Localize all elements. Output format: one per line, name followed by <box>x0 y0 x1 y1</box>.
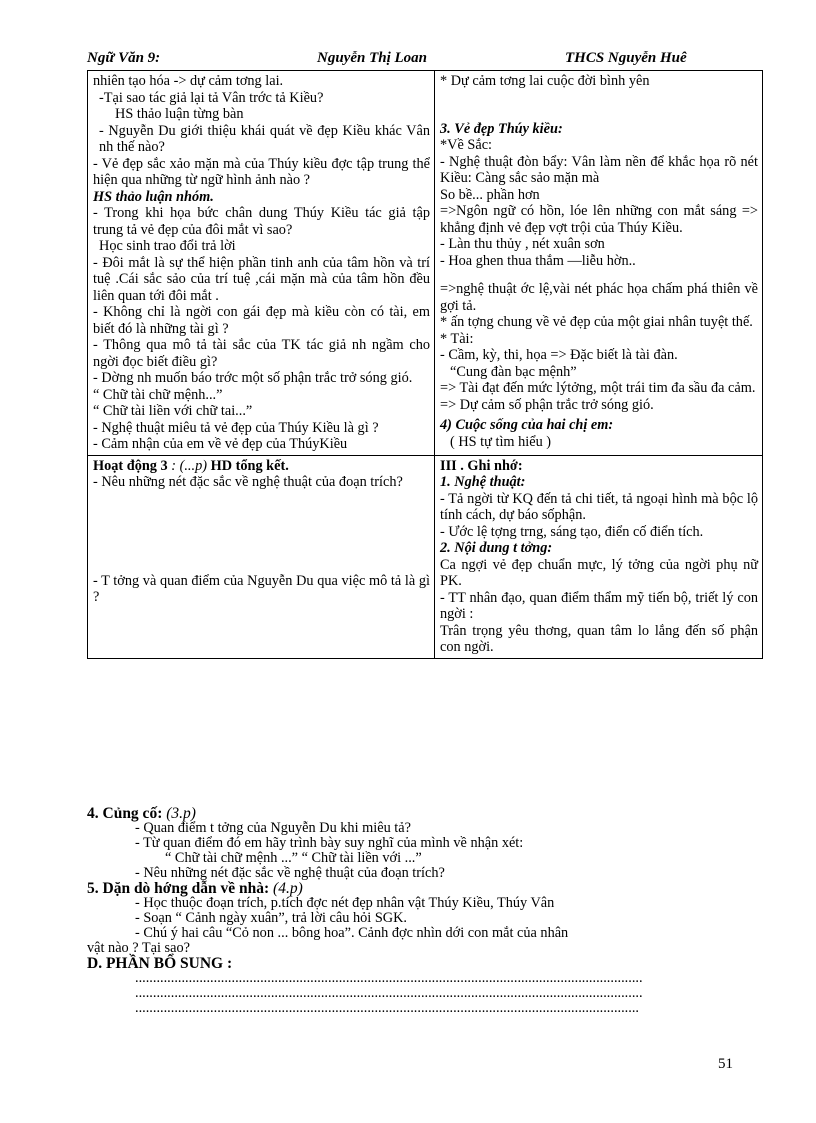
text-line: -Tại sao tác giả lại tả Vân trớc tả Kiều? <box>99 89 324 106</box>
section-4-time: (3.p) <box>162 805 196 822</box>
header-teacher: Nguyễn Thị Loan <box>317 50 428 66</box>
text-line: =>nghệ thuật ớc lệ,vài nét phác họa chấm phá thiên về gợi tả. <box>440 281 758 314</box>
text-line: =>Ngôn ngữ có hồn, lóe lên những con mắt sáng => khẳng định vẻ đẹp vợt trội của Thúy Kiều. <box>440 203 758 236</box>
table-row <box>88 71 763 456</box>
text-line: * Dự cảm tơng lai cuộc đời bình yên <box>440 73 650 89</box>
dotted-line: .............................................................................................................................................. <box>135 986 643 1001</box>
text-line: - Cầm, kỳ, thi, họa => Đặc biết là tài đàn. <box>440 347 678 363</box>
text-line: HS thảo luận nhóm. <box>93 188 214 205</box>
text-line: - Nêu những nét đặc sắc về nghệ thuật của đoạn trích? <box>135 865 445 881</box>
text-line: - Nguyễn Du giới thiệu khái quát về đẹp Kiều khác Vân nh thế nào? <box>99 122 430 155</box>
text-line: “ Chữ tài chữ mệnh ...” “ Chữ tài liền với ...” <box>165 850 422 866</box>
dotted-line: .............................................................................................................................................. <box>135 971 643 986</box>
text-line: - Từ quan điểm đó em hãy trình bày suy nghĩ của mình về nhận xét: <box>135 835 524 851</box>
text-line: - Nghệ thuật đòn bẩy: Vân làm nền để khắc họa rõ nét Kiều: Càng sắc sảo mặn mà <box>440 153 758 186</box>
text-line: - Đôi mắt là sự thể hiện phần tinh anh của tâm hồn và trí tuệ .Cái sắc sảo của trí tuệ ,cái mặn mà của tâm hồn đều liên quan tới đôi mắt . <box>93 254 430 304</box>
section-5-time: (4.p) <box>269 880 303 897</box>
text-line: - Học thuộc đoạn trích, p.tích đợc nét đẹp nhân vật Thúy Kiều, Thúy Vân <box>135 895 555 911</box>
text-line: - Nghệ thuật miêu tả vẻ đẹp của Thúy Kiều là gì ? <box>93 419 379 436</box>
text-line: - Dờng nh muốn báo trớc một số phận trắc trở sóng gió. <box>93 370 413 386</box>
section-d-title: D. PHẦN BỔ SUNG : <box>87 955 233 972</box>
text-line: - Hoa ghen thua thắm —liễu hờn.. <box>440 252 636 269</box>
section-heading: 3. Vẻ đẹp Thúy kiều: <box>440 120 563 137</box>
section-4-title: 4. Củng cố: <box>87 805 163 822</box>
activity-name: HD tổng kết. <box>207 457 289 474</box>
text-line: * ấn tợng chung về vẻ đẹp của một giai nhân tuyệt thế. <box>440 314 753 330</box>
text-line: So bề... phần hơn <box>440 186 540 203</box>
text-line: - Tả ngời từ KQ đến tả chi tiết, tả ngoại hình mà bộc lộ tính cách, dự báo sốphận. <box>440 490 758 523</box>
dotted-line: ............................................................................................................................................. <box>135 1001 639 1016</box>
text-line: - Soạn “ Cảnh ngày xuân”, trả lời câu hỏi SGK. <box>135 910 407 926</box>
text-line: - Trong khi họa bức chân dung Thúy Kiều tác giả tập trung tả vẻ đẹp của đôi mắt vì sao? <box>93 205 430 238</box>
knowledge-cell <box>435 455 763 658</box>
teacher-student-activity-cell <box>88 71 435 456</box>
header-school: THCS Nguyễn Huê <box>565 50 687 66</box>
text-line: “ Chữ tài liền với chữ tai...” <box>93 403 253 419</box>
text-line: - Quan điểm t tởng của Nguyễn Du khi miêu tả? <box>135 820 411 836</box>
text-line: - Vẻ đẹp sắc xảo mặn mà của Thúy kiều đợc tập trung thể hiện qua những từ ngữ hình ảnh nào ? <box>93 155 430 188</box>
section-heading: III . Ghi nhớ: <box>440 457 523 474</box>
section-5-title: 5. Dặn dò hớng dẫn về nhà: <box>87 880 270 897</box>
text-line: - Không chỉ là ngời con gái đẹp mà kiều còn có tài, em biết đó là những tài gì ? <box>93 304 430 337</box>
section-heading: 1. Nghệ thuật: <box>440 474 526 490</box>
text-line: - TT nhân đạo, quan điểm thẩm mỹ tiến bộ, triết lý con ngời : <box>440 589 758 622</box>
text-line: “ Chữ tài chữ mệnh...” <box>93 386 223 403</box>
text-line: - Nêu những nét đặc sắc về nghệ thuật của đoạn trích? <box>93 474 403 490</box>
teacher-student-activity-cell <box>88 455 435 658</box>
text-line: - Làn thu thủy , nét xuân sơn <box>440 236 605 252</box>
text-line: nhiên tạo hóa -> dự cảm tơng lai. <box>93 73 284 89</box>
text-line: => Tài đạt đến mức lýtởng, một trái tim đa sầu đa cảm. <box>440 380 756 396</box>
lesson-table <box>87 70 763 659</box>
text-line: *Về Sắc: <box>440 137 493 153</box>
text-line: Học sinh trao đổi trả lời <box>99 238 236 254</box>
section-heading: 2. Nội dung t tởng: <box>440 540 553 556</box>
section-heading: 4) Cuộc sống của hai chị em: <box>440 417 614 433</box>
lesson-footer-sections <box>87 806 759 1016</box>
text-line: * Tài: <box>440 330 474 347</box>
table-row <box>88 455 763 658</box>
page-header <box>87 50 757 68</box>
text-line: - Chú ý hai câu “Cỏ non ... bông hoa”. Cảnh đợc nhìn dới con mắt của nhân <box>135 925 569 941</box>
text-line: - Ước lệ tợng trng, sáng tạo, điển cố điển tích. <box>440 523 704 540</box>
page-number: 51 <box>718 1056 733 1072</box>
activity-title: Hoạt động 3 <box>93 457 168 474</box>
text-line: - Cảm nhận của em về vẻ đẹp của ThúyKiều <box>93 436 348 452</box>
text-line: Ca ngợi vẻ đẹp chuẩn mực, lý tởng của ngời phụ nữ PK. <box>440 556 758 589</box>
text-line: => Dự cảm số phận trắc trở sóng gió. <box>440 396 654 413</box>
text-line: HS thảo luận từng bàn <box>115 106 244 122</box>
knowledge-cell <box>435 71 763 456</box>
text-line: - Thông qua mô tả tài sắc của TK tác giả nh ngầm cho ngời đọc biết điều gì? <box>93 337 430 370</box>
text-line: “Cung đàn bạc mệnh” <box>450 363 577 380</box>
header-subject: Ngữ Văn 9: <box>87 50 161 66</box>
text-line: - T tởng và quan điểm của Nguyễn Du qua việc mô tả là gì ? <box>93 572 430 605</box>
text-line: vật nào ? Tại sao? <box>87 940 190 956</box>
activity-time: : (...p) <box>167 457 207 474</box>
text-line: Trân trọng yêu thơng, quan tâm lo lắng đến số phận con ngời. <box>440 622 758 655</box>
text-line: ( HS tự tìm hiểu ) <box>450 433 552 450</box>
